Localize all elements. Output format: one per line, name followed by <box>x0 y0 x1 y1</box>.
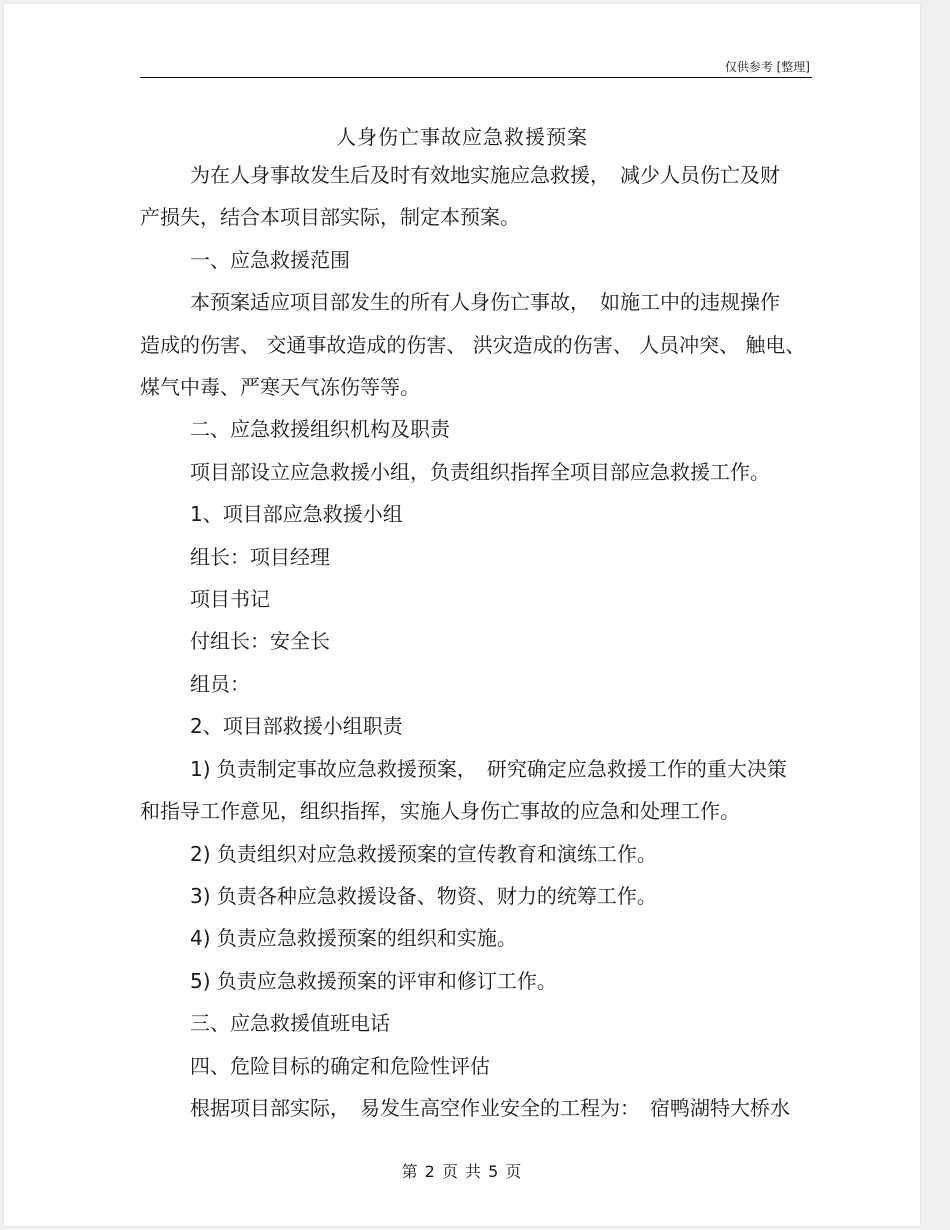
list-item: 4) 负责应急救援预案的组织和实施。 <box>190 926 517 951</box>
paragraph-line: 和指导工作意见，组织指挥，实施人身伤亡事故的应急和处理工作。 <box>140 799 740 824</box>
document-page <box>4 4 920 1226</box>
list-item: 2) 负责组织对应急救援预案的宣传教育和演练工作。 <box>190 841 657 866</box>
list-item: 组长：项目经理 <box>190 544 330 569</box>
paragraph-line: 产损失，结合本项目部实际，制定本预案。 <box>140 205 520 230</box>
subsection-heading: 1、项目部应急救援小组 <box>190 502 403 527</box>
section-heading: 三、应急救援值班电话 <box>190 1011 390 1036</box>
document-title: 人身伤亡事故应急救援预案 <box>336 125 588 149</box>
paragraph-line: 项目部设立应急救援小组，负责组织指挥全项目部应急救援工作。 <box>190 459 770 484</box>
list-item: 项目书记 <box>190 587 270 612</box>
paragraph-line: 为在人身事故发生后及时有效地实施应急救援， 减少人员伤亡及财 <box>190 163 780 187</box>
list-item: 付组长：安全长 <box>190 629 330 654</box>
section-heading: 四、危险目标的确定和危险性评估 <box>190 1053 490 1078</box>
list-item: 5) 负责应急救援预案的评审和修订工作。 <box>190 968 557 993</box>
document-body <box>140 154 812 1129</box>
section-heading: 二、应急救援组织机构及职责 <box>190 417 450 442</box>
list-item: 3) 负责各种应急救援设备、物资、财力的统筹工作。 <box>190 883 657 908</box>
paragraph-line: 造成的伤害、 交通事故造成的伤害、 洪灾造成的伤害、 人员冲突、 触电、 <box>140 332 806 357</box>
section-heading: 一、应急救援范围 <box>190 247 350 272</box>
paragraph-line: 1) 负责制定事故应急救援预案， 研究确定应急救援工作的重大决策 <box>190 756 787 781</box>
list-item: 组员： <box>190 671 250 696</box>
subsection-heading: 2、项目部救援小组职责 <box>190 714 403 739</box>
paragraph-line: 煤气中毒、严寒天气冻伤等等。 <box>140 375 420 400</box>
paragraph-line: 根据项目部实际， 易发生高空作业安全的工程为： 宿鸭湖特大桥水 <box>190 1095 790 1120</box>
paragraph-line: 本预案适应项目部发生的所有人身伤亡事故， 如施工中的违规操作 <box>190 290 780 315</box>
header-divider <box>140 77 812 78</box>
page-number-footer: 第 2 页 共 5 页 <box>401 1162 523 1181</box>
header-note: 仅供参考 [整理] <box>724 60 810 74</box>
